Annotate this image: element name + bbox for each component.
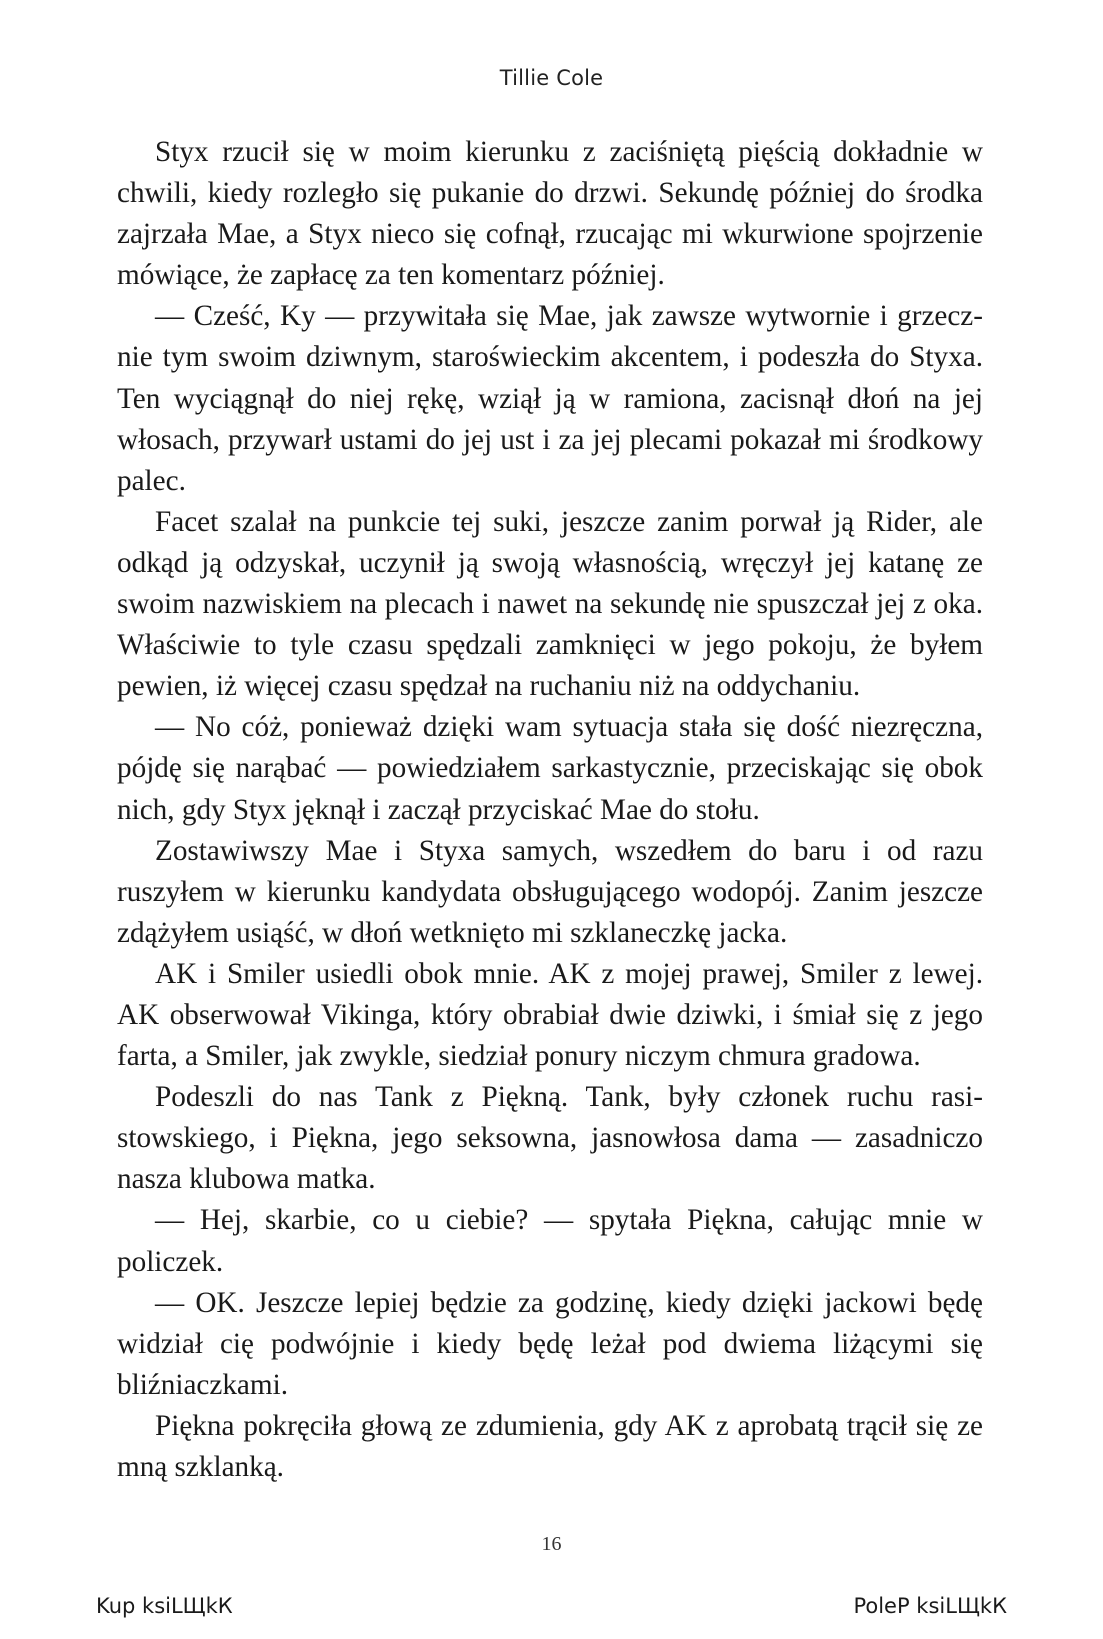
paragraph: AK i Smiler usiedli obok mnie. AK z mojej prawej, Smiler z lewej. AK obserwował Vikinga, który obrabiał dwie dziwki, i śmiał się z jego farta, a Smiler, jak zwykle, siedział ponury niczym chmura gradowa. — [117, 957, 983, 1073]
page-body-text — [117, 132, 983, 1488]
paragraph: Piękna pokręciła głową ze zdumienia, gdy AK z aprobatą trącił się ze mną szklanką. — [117, 1409, 983, 1483]
paragraph: — Cześć, Ky — przywitała się Mae, jak zawsze wytwornie i grzecznie tym swoim dziwnym, staroświeckim akcentem, i podeszła do Styxa. Ten wyciągnął do niej rękę, wziął ją w ramiona, zacisnął dłoń na jej włosach, przywarł ustami do jej ust i za jej plecami pokazał mi środkowy palec. — [117, 300, 983, 497]
page-number: 16 — [541, 1533, 562, 1555]
paragraph: Styx rzucił się w moim kierunku z zaciśniętą pięścią dokładnie w chwili, kiedy rozległo się pukanie do drzwi. Sekundę później do środka zajrzała Mae, a Styx nieco się cofnął, rzucając mi wkurwione spojrzenie mówiące, że zapłacę za ten komentarz później. — [117, 136, 983, 292]
paragraph: Podeszli do nas Tank z Piękną. Tank, były członek ruchu rasistowskiego, i Piękna, jego seksowna, jasnowłosa dama — zasadniczo nasza klubowa matka. — [117, 1081, 983, 1196]
paragraph: Zostawiwszy Mae i Styxa samych, wszedłem do baru i od razu ruszyłem w kierunku kandydata obsługującego wodopój. Zanim jeszcze zdążyłem usiąść, w dłoń wetknięto mi szklaneczkę jacka. — [117, 834, 983, 949]
paragraph: Facet szalał na punkcie tej suki, jeszcze zanim porwał ją Rider, ale odkąd ją odzyskał, uczynił ją swoją własnością, wręczył jej katanę ze swoim nazwiskiem na plecach i nawet na sekundę nie spuszczał jej z oka. Właściwie to tyle czasu spędzali zamknięci w jego pokoju, że byłem pewien, iż więcej czasu spędzał na ruchaniu niż na oddychaniu. — [117, 505, 983, 703]
paragraph: — Hej, skarbie, co u ciebie? — spytała Piękna, całując mnie w policzek. — [117, 1204, 983, 1278]
running-head-author: Tillie Cole — [499, 66, 604, 90]
paragraph: — No cóż, ponieważ dzięki wam sytuacja stała się dość niezręczna, pójdę się narąbać — powiedziałem sarkastycznie, przeciskając się obok nich, gdy Styx jęknął i zaczął przyciskać Mae do stołu. — [117, 711, 983, 826]
paragraph: — OK. Jeszcze lepiej będzie za godzinę, kiedy dzięki jackowi będę widział cię podwójnie i kiedy będę leżał pod dwiema liżącymi się bliźniaczkami. — [117, 1286, 983, 1401]
recommend-book-link[interactable]: PoleР ksiLЩkК — [853, 1594, 1007, 1618]
buy-book-link[interactable]: Kup ksiLЩkК — [96, 1594, 233, 1618]
